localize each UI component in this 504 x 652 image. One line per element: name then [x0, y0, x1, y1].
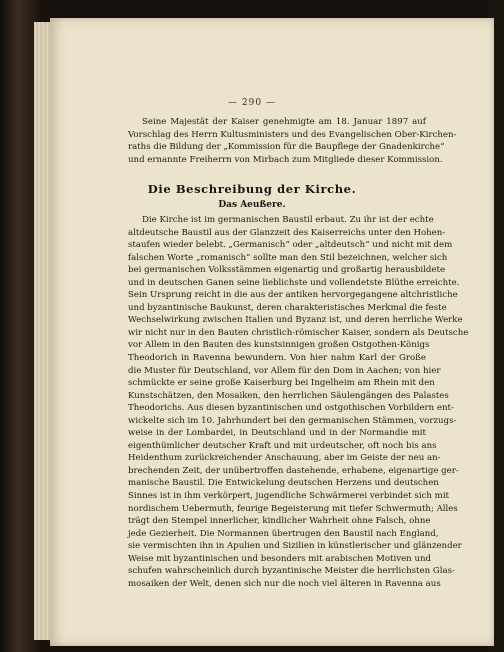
- body-line: Weise mit byzantinischen und besonders mit arabischen Motiven und: [128, 553, 432, 564]
- body-line: Die Kirche ist im germanischen Baustil erbaut. Zu ihr ist der echte: [142, 215, 434, 225]
- body-line: sie vermischten ihn in Apulien und Sizilien in künstlerischer und glänzender: [128, 541, 462, 552]
- body-line: Heidenthum zurückreichender Anschauung, aber im Geiste der neu an-: [128, 453, 441, 464]
- section-heading: Die Beschreibung der Kirche.: [147, 182, 357, 196]
- body-line: Kunstschätzen, den Mosaiken, den herrlichen Säulengängen des Palastes: [128, 390, 449, 401]
- intro-line: raths die Bildung der „Kommission für die Baupflege der Gnadenkirche“: [128, 142, 445, 153]
- body-line: Theodorich in Ravenna bewundern. Von hier nahm Karl der Große: [128, 353, 426, 364]
- body-line: schufen wahrscheinlich durch byzantinische Meister die herrlichsten Glas-: [128, 566, 455, 577]
- body-line: und byzantinische Baukunst, deren charakteristisches Merkmal die feste: [128, 302, 447, 313]
- body-line: eigenthümlicher deutscher Kraft und mit urdeutscher, oft noch bis ans: [128, 440, 437, 451]
- body-line: nordischem Uebermuth, feurige Begeisterung mit tiefer Schwermuth; Alles: [128, 503, 458, 514]
- body-line: bei germanischen Volksstämmen eigenartig und großartig herausbildete: [128, 265, 446, 276]
- body-line: weise in der Lombardei, in Deutschland und in der Normandie mit: [128, 428, 426, 439]
- body-line: jede Gezierheit. Die Normannen übertrugen den Baustil nach England,: [128, 528, 439, 539]
- intro-line: Seine Majestät der Kaiser genehmigte am 18. Januar 1897 auf: [142, 117, 426, 127]
- intro-line: und ernannte Freiherrn von Mirbach zum Mitgliede dieser Kommission.: [128, 154, 443, 165]
- page-number: — 290 —: [228, 98, 276, 108]
- body-line: vor Allem in den Bauten des kunstsinnigen großen Ostgothen-Königs: [128, 340, 430, 351]
- body-paragraph: [128, 214, 469, 590]
- body-line: Theodorichs. Aus diesen byzantinischen und ostgothischen Vorbildern ent-: [128, 403, 454, 414]
- body-line: Sein Ursprung reicht in die aus der antiken hervorgegangene altchristliche: [128, 290, 458, 301]
- body-line: Wechselwirkung zwischen Italien und Byzanz ist, und deren herrliche Werke: [128, 315, 463, 326]
- body-line: brechenden Zeit, der unübertroffen dastehende, erhabene, eigenartige ger-: [128, 465, 459, 476]
- intro-line: Vorschlag des Herrn Kultusministers und des Evangelischen Ober-Kirchen-: [128, 129, 457, 140]
- body-line: manische Baustil. Die Entwickelung deutschen Herzens und deutschen: [128, 478, 439, 489]
- section-subheading: Das Aeußere.: [218, 200, 286, 210]
- body-line: Sinnes ist in ihm verkörpert, jugendliche Schwärmerei verbindet sich mit: [128, 491, 450, 502]
- body-line: die Muster für Deutschland, vor Allem für den Dom in Aachen; von hier: [128, 365, 441, 376]
- body-line: staufen wieder belebt. „Germanisch“ oder „altdeutsch“ und nicht mit dem: [128, 240, 453, 251]
- body-line: mosaiken der Welt, denen sich nur die noch viel älteren in Ravenna aus: [128, 578, 441, 589]
- body-line: wir nicht nur in den Bauten christlich-römischer Kaiser, sondern als Deutsche: [128, 327, 469, 338]
- body-line: trägt den Stempel innerlicher, kindlicher Wahrheit ohne Falsch, ohne: [128, 516, 431, 527]
- body-line: und in deutschen Ganen seine lieblichste und vollendetste Blüthe erreichte.: [128, 277, 460, 288]
- body-line: wickelte sich im 10. Jahrhundert bei den germanischen Stämmen, vorzugs-: [128, 415, 457, 426]
- body-line: altdeutsche Baustil aus der Glanzzeit des Kaiserreichs unter den Hohen-: [128, 227, 446, 238]
- body-line: falschen Worte „romanisch“ sollte man den Stil bezeichnen, welcher sich: [128, 252, 448, 263]
- intro-paragraph: [128, 116, 457, 166]
- body-line: schmückte er seine große Kaiserburg bei Ingelheim am Rhein mit den: [128, 378, 435, 389]
